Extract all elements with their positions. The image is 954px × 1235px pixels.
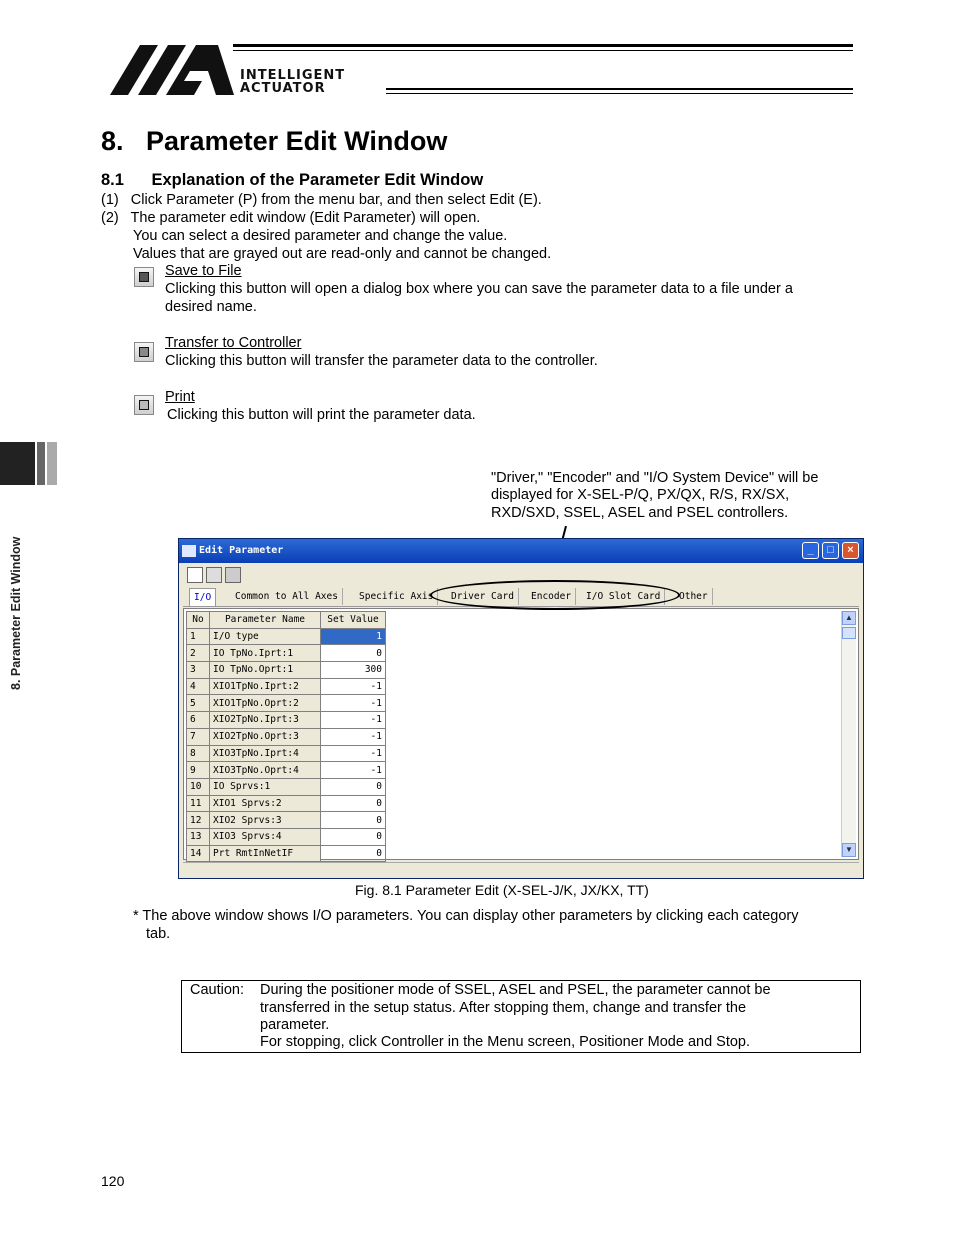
callout-text: "Driver," "Encoder" and "I/O System Device" will be (491, 470, 819, 486)
caution-text: During the positioner mode of SSEL, ASEL and PSEL, the parameter cannot be (260, 982, 771, 998)
row-number: 6 (187, 712, 210, 729)
parameter-table (186, 611, 386, 862)
tab-common-to-all-axes[interactable]: Common to All Axes (231, 588, 343, 605)
parameter-name: XIO3TpNo.Oprt:4 (210, 762, 321, 779)
table-row[interactable] (187, 662, 386, 679)
table-row[interactable] (187, 745, 386, 762)
caution-text: transferred in the setup status. After stopping them, change and transfer the (260, 1000, 747, 1016)
row-number: 2 (187, 645, 210, 662)
tab-encoder[interactable]: Encoder (527, 588, 576, 605)
table-row[interactable] (187, 712, 386, 729)
parameter-grid (183, 608, 859, 860)
chapter-tab-marker (0, 442, 57, 485)
maximize-icon[interactable]: □ (822, 542, 839, 559)
set-value[interactable]: 0 (321, 645, 386, 662)
callout-text: RXD/SXD, SSEL, ASEL and PSEL controllers. (491, 505, 789, 521)
vertical-scrollbar[interactable] (841, 611, 856, 857)
row-number: 5 (187, 695, 210, 712)
table-row[interactable] (187, 645, 386, 662)
highlight-ellipse (430, 580, 680, 610)
set-value[interactable]: 300 (321, 662, 386, 679)
row-number: 3 (187, 662, 210, 679)
row-number: 9 (187, 762, 210, 779)
set-value[interactable]: 1 (321, 628, 386, 645)
logo-text-intelligent: INTELLIGENT (240, 68, 346, 83)
row-number: 10 (187, 778, 210, 795)
column-header-name[interactable]: Parameter Name (210, 612, 321, 629)
table-row[interactable] (187, 795, 386, 812)
set-value[interactable]: -1 (321, 695, 386, 712)
save-icon[interactable] (187, 567, 203, 583)
parameter-name: XIO2TpNo.Iprt:3 (210, 712, 321, 729)
step-2-detail: Values that are grayed out are read-only and cannot be changed. (133, 246, 552, 262)
logo-mark-icon (110, 45, 235, 95)
parameter-name: IO TpNo.Iprt:1 (210, 645, 321, 662)
table-row[interactable] (187, 845, 386, 862)
parameter-name: XIO1 Sprvs:2 (210, 795, 321, 812)
set-value[interactable]: -1 (321, 712, 386, 729)
table-row[interactable] (187, 828, 386, 845)
set-value[interactable]: -1 (321, 678, 386, 695)
column-header-no[interactable]: No (187, 612, 210, 629)
parameter-name: XIO2 Sprvs:3 (210, 812, 321, 829)
save-to-file-desc: Clicking this button will open a dialog box where you can save the parameter data to a file under a (165, 281, 793, 297)
tab-io-slot-card[interactable]: I/O Slot Card (582, 588, 665, 605)
transfer-icon (134, 342, 154, 362)
row-number: 13 (187, 828, 210, 845)
callout-text: displayed for X-SEL-P/Q, PX/QX, R/S, RX/SX, (491, 487, 790, 503)
parameter-name: XIO1TpNo.Oprt:2 (210, 695, 321, 712)
set-value[interactable]: 0 (321, 812, 386, 829)
table-row[interactable] (187, 728, 386, 745)
side-chapter-label: 8. Parameter Edit Window (9, 536, 23, 690)
set-value[interactable]: 0 (321, 845, 386, 862)
print-label: Print (165, 389, 195, 405)
row-number: 12 (187, 812, 210, 829)
scroll-up-icon[interactable]: ▲ (842, 611, 856, 625)
table-row[interactable] (187, 762, 386, 779)
caution-text: parameter. (260, 1017, 330, 1033)
note-text: tab. (146, 926, 171, 942)
row-number: 1 (187, 628, 210, 645)
parameter-name: XIO3 Sprvs:4 (210, 828, 321, 845)
table-row[interactable] (187, 695, 386, 712)
set-value[interactable]: 0 (321, 795, 386, 812)
caution-label: Caution: (190, 982, 245, 998)
save-icon (134, 267, 154, 287)
figure-caption: Fig. 8.1 Parameter Edit (X-SEL-J/K, JX/KX, TT) (355, 882, 649, 898)
print-icon[interactable] (225, 567, 241, 583)
parameter-name: IO TpNo.Oprt:1 (210, 662, 321, 679)
parameter-name: XIO1TpNo.Iprt:2 (210, 678, 321, 695)
window-title: Edit Parameter (199, 545, 284, 556)
window-titlebar[interactable] (179, 539, 863, 563)
parameter-name: I/O type (210, 628, 321, 645)
set-value[interactable]: -1 (321, 762, 386, 779)
tab-other[interactable]: Other (675, 588, 713, 605)
transfer-desc: Clicking this button will transfer the parameter data to the controller. (165, 353, 598, 369)
print-icon (134, 395, 154, 415)
caution-text: For stopping, click Controller in the Menu screen, Positioner Mode and Stop. (260, 1034, 751, 1050)
parameter-name: XIO2TpNo.Oprt:3 (210, 728, 321, 745)
set-value[interactable]: -1 (321, 728, 386, 745)
parameter-name: XIO3TpNo.Iprt:4 (210, 745, 321, 762)
status-bar (183, 862, 859, 877)
transfer-icon[interactable] (206, 567, 222, 583)
page-number: 120 (101, 1173, 125, 1189)
table-row[interactable] (187, 812, 386, 829)
row-number: 4 (187, 678, 210, 695)
table-row[interactable] (187, 678, 386, 695)
row-number: 7 (187, 728, 210, 745)
parameter-name: Prt RmtInNetIF (210, 845, 321, 862)
step-2-detail: You can select a desired parameter and change the value. (133, 228, 508, 244)
save-to-file-desc: desired name. (165, 299, 257, 315)
app-icon (182, 545, 196, 557)
row-number: 8 (187, 745, 210, 762)
print-desc: Clicking this button will print the parameter data. (167, 407, 476, 423)
note-text: * The above window shows I/O parameters. You can display other parameters by clicking each category (133, 908, 799, 924)
scroll-thumb[interactable] (842, 627, 856, 639)
close-icon[interactable]: × (842, 542, 859, 559)
transfer-label: Transfer to Controller (165, 335, 302, 351)
page-title: 8. Parameter Edit Window (101, 126, 448, 156)
minimize-icon[interactable]: _ (802, 542, 819, 559)
set-value[interactable]: 0 (321, 778, 386, 795)
tab-driver-card[interactable]: Driver Card (447, 588, 519, 605)
section-heading: 8.1 Explanation of the Parameter Edit Window (101, 171, 484, 189)
set-value[interactable]: -1 (321, 745, 386, 762)
parameter-name: IO Sprvs:1 (210, 778, 321, 795)
scroll-down-icon[interactable]: ▼ (842, 843, 856, 857)
column-header-value[interactable]: Set Value (321, 612, 386, 629)
step-1: (1) Click Parameter (P) from the menu bar, and then select Edit (E). (101, 192, 542, 208)
caution-box (181, 980, 861, 1053)
step-2: (2) The parameter edit window (Edit Parameter) will open. (101, 210, 481, 226)
set-value[interactable]: 0 (321, 828, 386, 845)
row-number: 11 (187, 795, 210, 812)
table-row[interactable] (187, 778, 386, 795)
table-row[interactable] (187, 628, 386, 645)
tab-specific-axis[interactable]: Specific Axis (355, 588, 438, 605)
tab-io[interactable]: I/O (189, 588, 216, 606)
row-number: 14 (187, 845, 210, 862)
logo-text-actuator: ACTUATOR (240, 81, 326, 96)
save-to-file-label: Save to File (165, 263, 242, 279)
